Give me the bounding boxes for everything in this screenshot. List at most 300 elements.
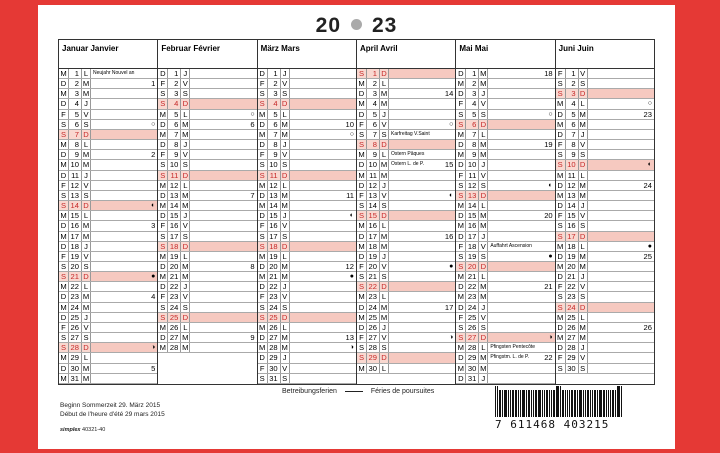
day-note[interactable] bbox=[91, 272, 157, 281]
day-note[interactable] bbox=[488, 232, 554, 241]
day-note[interactable] bbox=[290, 272, 356, 281]
weekday-letter: F bbox=[258, 221, 268, 230]
day-note[interactable] bbox=[488, 120, 554, 129]
weekday-letter: M bbox=[357, 79, 367, 88]
day-number: 5 bbox=[268, 110, 281, 119]
day-row bbox=[258, 150, 356, 160]
weekday-letter: F bbox=[158, 292, 168, 301]
day-abbrev: J bbox=[82, 171, 91, 180]
day-row bbox=[258, 201, 356, 211]
day-row bbox=[258, 232, 356, 242]
day-note[interactable] bbox=[588, 140, 654, 149]
day-note[interactable] bbox=[488, 323, 554, 332]
day-note[interactable] bbox=[389, 272, 455, 281]
weekday-letter: M bbox=[556, 171, 566, 180]
day-note[interactable] bbox=[488, 191, 554, 200]
weekday-letter: D bbox=[456, 303, 466, 312]
day-note[interactable] bbox=[588, 353, 654, 362]
day-note[interactable] bbox=[588, 160, 654, 169]
day-note[interactable] bbox=[91, 150, 157, 159]
day-note[interactable] bbox=[91, 343, 157, 352]
day-row bbox=[357, 79, 455, 89]
day-number: 11 bbox=[367, 171, 380, 180]
day-row bbox=[59, 374, 157, 384]
day-row bbox=[456, 69, 554, 79]
day-number: 30 bbox=[367, 364, 380, 373]
day-note[interactable] bbox=[588, 323, 654, 332]
day-note[interactable] bbox=[190, 211, 256, 220]
day-note[interactable] bbox=[588, 191, 654, 200]
day-note[interactable] bbox=[91, 252, 157, 261]
day-note[interactable] bbox=[290, 120, 356, 129]
day-note[interactable] bbox=[91, 374, 157, 383]
day-note[interactable] bbox=[290, 130, 356, 139]
day-note[interactable] bbox=[290, 323, 356, 332]
day-abbrev: L bbox=[82, 211, 91, 220]
day-note[interactable] bbox=[389, 201, 455, 210]
day-note[interactable] bbox=[488, 99, 554, 108]
day-note[interactable] bbox=[91, 171, 157, 180]
day-note[interactable] bbox=[389, 364, 455, 373]
day-note[interactable] bbox=[389, 171, 455, 180]
day-note[interactable] bbox=[190, 323, 256, 332]
day-note[interactable] bbox=[588, 221, 654, 230]
day-note[interactable] bbox=[290, 181, 356, 190]
weekday-letter: M bbox=[456, 364, 466, 373]
day-note[interactable] bbox=[588, 272, 654, 281]
barcode-bar bbox=[526, 390, 527, 417]
day-note[interactable] bbox=[389, 140, 455, 149]
day-number: 12 bbox=[367, 181, 380, 190]
day-note[interactable] bbox=[389, 353, 455, 362]
day-note[interactable] bbox=[190, 292, 256, 301]
weekday-letter: S bbox=[158, 242, 168, 251]
weekday-letter: D bbox=[59, 79, 69, 88]
day-note[interactable] bbox=[190, 272, 256, 281]
day-note[interactable] bbox=[91, 232, 157, 241]
day-number: 12 bbox=[69, 181, 82, 190]
day-note[interactable] bbox=[290, 160, 356, 169]
day-note[interactable] bbox=[91, 89, 157, 98]
day-note[interactable] bbox=[488, 181, 554, 190]
day-abbrev: D bbox=[579, 89, 588, 98]
day-note[interactable]: Pfingstm. L. de P. 22 bbox=[490, 353, 553, 363]
caption-right: Féries de poursuites bbox=[370, 388, 435, 395]
day-number: 7 bbox=[566, 130, 579, 139]
day-abbrev: M bbox=[82, 373, 90, 383]
day-note[interactable] bbox=[389, 191, 455, 200]
day-note[interactable] bbox=[190, 242, 256, 251]
day-abbrev: S bbox=[281, 89, 290, 98]
day-note[interactable] bbox=[290, 150, 356, 159]
week-number: 14 bbox=[444, 89, 454, 99]
day-number: 22 bbox=[466, 282, 479, 291]
day-note[interactable] bbox=[290, 140, 356, 149]
day-number: 15 bbox=[168, 211, 181, 220]
weekday-letter: M bbox=[456, 150, 466, 159]
day-note[interactable] bbox=[190, 89, 256, 98]
day-note[interactable] bbox=[91, 99, 157, 108]
day-note[interactable] bbox=[488, 262, 554, 271]
day-note[interactable] bbox=[290, 242, 356, 251]
day-number: 6 bbox=[566, 120, 579, 129]
day-row bbox=[258, 221, 356, 231]
day-row bbox=[556, 110, 654, 120]
day-note[interactable] bbox=[190, 160, 256, 169]
day-note[interactable] bbox=[190, 120, 256, 129]
day-note[interactable] bbox=[91, 160, 157, 169]
day-note[interactable]: Auffahrt Ascension bbox=[490, 242, 532, 249]
day-note[interactable] bbox=[488, 79, 554, 88]
day-note[interactable] bbox=[190, 333, 256, 342]
caption-left: Betreibungsferien bbox=[282, 388, 337, 395]
day-note[interactable] bbox=[290, 262, 356, 271]
day-note[interactable] bbox=[290, 79, 356, 88]
day-note[interactable] bbox=[588, 201, 654, 210]
day-note[interactable] bbox=[488, 160, 554, 169]
day-note[interactable] bbox=[190, 140, 256, 149]
day-note[interactable] bbox=[91, 79, 157, 88]
day-note[interactable] bbox=[389, 79, 455, 88]
weekday-letter: D bbox=[556, 110, 566, 119]
day-note[interactable] bbox=[588, 242, 654, 251]
day-note[interactable] bbox=[588, 69, 654, 78]
day-note[interactable] bbox=[290, 313, 356, 322]
day-note[interactable] bbox=[91, 191, 157, 200]
day-number: 6 bbox=[367, 120, 380, 129]
day-note[interactable] bbox=[588, 303, 654, 312]
day-abbrev: V bbox=[479, 171, 488, 180]
day-note[interactable] bbox=[488, 110, 554, 119]
day-note[interactable] bbox=[588, 211, 654, 220]
day-number: 28 bbox=[268, 343, 281, 352]
day-abbrev: M bbox=[579, 119, 586, 129]
day-row bbox=[258, 211, 356, 221]
day-note[interactable] bbox=[588, 99, 654, 108]
day-note[interactable] bbox=[488, 201, 554, 210]
day-note[interactable] bbox=[389, 282, 455, 291]
month-title: März Mars bbox=[258, 40, 356, 69]
day-note[interactable] bbox=[190, 69, 256, 78]
day-note[interactable] bbox=[389, 99, 455, 108]
day-number: 7 bbox=[367, 130, 380, 139]
day-note[interactable] bbox=[389, 211, 455, 220]
day-note[interactable] bbox=[488, 292, 554, 301]
day-note[interactable] bbox=[389, 89, 455, 98]
day-note[interactable] bbox=[588, 343, 654, 352]
day-note[interactable] bbox=[588, 171, 654, 180]
day-abbrev: J bbox=[82, 99, 91, 108]
day-note[interactable] bbox=[91, 110, 157, 119]
day-note[interactable]: Pfingsten Pentecôte bbox=[490, 344, 536, 351]
day-note[interactable] bbox=[588, 79, 654, 88]
day-note[interactable] bbox=[588, 110, 654, 119]
day-row bbox=[258, 252, 356, 262]
day-note[interactable] bbox=[190, 110, 256, 119]
day-abbrev: L bbox=[380, 292, 389, 301]
day-note[interactable] bbox=[91, 242, 157, 251]
day-note[interactable] bbox=[389, 252, 455, 261]
day-note[interactable] bbox=[488, 140, 554, 149]
day-row bbox=[258, 89, 356, 99]
day-number: 6 bbox=[168, 120, 181, 129]
day-note[interactable] bbox=[290, 303, 356, 312]
weekday-letter: S bbox=[556, 232, 566, 241]
day-number: 16 bbox=[268, 221, 281, 230]
day-note[interactable] bbox=[389, 333, 455, 342]
day-number: 9 bbox=[466, 150, 479, 159]
day-row bbox=[258, 110, 356, 120]
day-row bbox=[556, 69, 654, 79]
day-abbrev: D bbox=[181, 313, 190, 322]
weekday-letter: S bbox=[556, 150, 566, 159]
day-note[interactable]: Neujahr Nouvel an bbox=[93, 70, 135, 76]
day-note[interactable] bbox=[190, 343, 256, 352]
day-note[interactable] bbox=[290, 364, 356, 373]
day-note[interactable] bbox=[488, 333, 554, 342]
day-note[interactable] bbox=[588, 313, 654, 322]
day-note[interactable] bbox=[588, 120, 654, 129]
day-note[interactable] bbox=[91, 353, 157, 362]
day-row bbox=[158, 171, 256, 181]
day-note[interactable] bbox=[290, 221, 356, 230]
day-note[interactable] bbox=[190, 150, 256, 159]
day-row bbox=[456, 333, 554, 343]
day-row bbox=[456, 292, 554, 302]
day-note[interactable] bbox=[290, 89, 356, 98]
day-note[interactable] bbox=[91, 282, 157, 291]
day-note[interactable] bbox=[488, 282, 554, 291]
day-note[interactable] bbox=[588, 181, 654, 190]
day-number: 14 bbox=[566, 201, 579, 210]
day-note[interactable] bbox=[488, 364, 554, 373]
day-abbrev: M bbox=[480, 353, 487, 363]
day-note[interactable] bbox=[389, 120, 455, 129]
weekday-letter: S bbox=[59, 262, 69, 271]
day-number: 12 bbox=[168, 181, 181, 190]
day-note[interactable] bbox=[389, 69, 455, 78]
day-note[interactable] bbox=[290, 232, 356, 241]
day-note[interactable] bbox=[190, 232, 256, 241]
day-note[interactable] bbox=[190, 181, 256, 190]
day-number: 18 bbox=[168, 242, 181, 251]
weekday-letter: S bbox=[59, 333, 69, 342]
day-abbrev: V bbox=[479, 242, 488, 251]
day-note[interactable] bbox=[290, 353, 356, 362]
day-number: 19 bbox=[168, 252, 181, 261]
day-note[interactable] bbox=[91, 303, 157, 312]
day-note[interactable] bbox=[290, 191, 356, 200]
day-note[interactable] bbox=[588, 150, 654, 159]
barcode-bar bbox=[617, 386, 620, 417]
day-note[interactable] bbox=[588, 232, 654, 241]
day-note[interactable] bbox=[588, 262, 654, 271]
day-note[interactable] bbox=[488, 89, 554, 98]
day-row bbox=[357, 323, 455, 333]
day-note[interactable] bbox=[190, 262, 256, 271]
day-note[interactable] bbox=[588, 282, 654, 291]
weekday-letter: S bbox=[59, 201, 69, 210]
day-note[interactable] bbox=[91, 201, 157, 210]
day-number: 3 bbox=[268, 89, 281, 98]
day-note[interactable] bbox=[91, 313, 157, 322]
day-note[interactable] bbox=[290, 292, 356, 301]
day-note[interactable] bbox=[588, 364, 654, 373]
day-abbrev: M bbox=[480, 363, 487, 373]
day-note[interactable] bbox=[190, 191, 256, 200]
day-note[interactable] bbox=[91, 130, 157, 139]
day-note[interactable] bbox=[290, 171, 356, 180]
weekday-letter: S bbox=[456, 120, 466, 129]
day-note[interactable] bbox=[488, 313, 554, 322]
day-note[interactable] bbox=[190, 252, 256, 261]
day-note[interactable] bbox=[190, 171, 256, 180]
day-note[interactable]: Ostern Pâques bbox=[390, 151, 425, 158]
day-note[interactable] bbox=[389, 262, 455, 271]
day-row bbox=[158, 232, 256, 242]
day-note[interactable] bbox=[290, 211, 356, 220]
day-abbrev: M bbox=[281, 201, 288, 211]
day-note[interactable] bbox=[488, 69, 554, 78]
day-note[interactable] bbox=[290, 110, 356, 119]
day-note[interactable] bbox=[290, 69, 356, 78]
day-note[interactable] bbox=[91, 221, 157, 230]
day-abbrev: D bbox=[82, 272, 91, 281]
day-abbrev: M bbox=[579, 251, 586, 261]
weekday-letter: M bbox=[456, 343, 466, 352]
day-abbrev: L bbox=[579, 99, 588, 108]
barcode-bar bbox=[549, 390, 550, 417]
weekday-letter: M bbox=[158, 323, 168, 332]
day-note[interactable] bbox=[91, 181, 157, 190]
day-note[interactable] bbox=[190, 99, 256, 108]
day-abbrev: M bbox=[579, 322, 586, 332]
day-abbrev: L bbox=[479, 201, 488, 210]
day-note[interactable] bbox=[588, 130, 654, 139]
day-note[interactable] bbox=[389, 303, 455, 312]
day-abbrev: M bbox=[82, 79, 90, 89]
day-number: 6 bbox=[69, 120, 82, 129]
day-note[interactable] bbox=[290, 201, 356, 210]
day-note[interactable] bbox=[190, 303, 256, 312]
day-note[interactable] bbox=[488, 150, 554, 159]
day-row bbox=[456, 374, 554, 384]
weekday-letter: M bbox=[357, 150, 367, 159]
day-note[interactable] bbox=[389, 323, 455, 332]
day-row bbox=[556, 232, 654, 242]
day-note[interactable] bbox=[389, 343, 455, 352]
barcode-bar bbox=[594, 390, 596, 417]
day-row bbox=[59, 211, 157, 221]
weekday-letter: D bbox=[59, 313, 69, 322]
day-note[interactable] bbox=[91, 323, 157, 332]
day-note[interactable] bbox=[190, 201, 256, 210]
day-row bbox=[556, 303, 654, 313]
day-row bbox=[556, 181, 654, 191]
moon-phase-icon: ◐ bbox=[151, 202, 156, 210]
day-note[interactable] bbox=[389, 221, 455, 230]
day-note[interactable] bbox=[389, 232, 455, 241]
month-title: Mai Mai bbox=[456, 40, 554, 69]
day-abbrev: M bbox=[579, 109, 586, 119]
day-row bbox=[556, 130, 654, 140]
day-abbrev: D bbox=[82, 343, 91, 352]
day-note[interactable] bbox=[290, 282, 356, 291]
weekday-letter: M bbox=[357, 171, 367, 180]
day-note[interactable] bbox=[488, 374, 554, 383]
day-note[interactable] bbox=[290, 374, 356, 383]
day-note[interactable] bbox=[190, 282, 256, 291]
day-note[interactable]: Karfreitag V.Saint bbox=[390, 130, 430, 137]
day-note[interactable] bbox=[290, 99, 356, 108]
day-note[interactable] bbox=[488, 272, 554, 281]
weekday-letter: D bbox=[258, 262, 268, 271]
day-note[interactable] bbox=[190, 313, 256, 322]
weekday-letter: M bbox=[357, 364, 367, 373]
day-note[interactable] bbox=[389, 242, 455, 251]
day-number: 3 bbox=[69, 89, 82, 98]
weekday-letter: D bbox=[258, 191, 268, 200]
day-number: 26 bbox=[168, 323, 181, 332]
day-note[interactable] bbox=[389, 110, 455, 119]
weekday-letter: S bbox=[158, 99, 168, 108]
day-abbrev: L bbox=[181, 181, 190, 190]
day-abbrev: J bbox=[579, 343, 588, 352]
day-note[interactable] bbox=[488, 252, 554, 261]
day-note[interactable] bbox=[91, 292, 157, 301]
day-row bbox=[556, 313, 654, 323]
day-note[interactable] bbox=[91, 262, 157, 271]
day-abbrev: S bbox=[82, 262, 91, 271]
day-abbrev: J bbox=[380, 181, 389, 190]
day-abbrev: M bbox=[281, 272, 288, 282]
day-note[interactable] bbox=[588, 252, 654, 261]
day-note[interactable] bbox=[290, 343, 356, 352]
day-note[interactable] bbox=[91, 333, 157, 342]
day-row bbox=[258, 282, 356, 292]
day-note[interactable] bbox=[588, 292, 654, 301]
day-note[interactable] bbox=[190, 130, 256, 139]
day-note[interactable] bbox=[488, 221, 554, 230]
day-number: 25 bbox=[566, 313, 579, 322]
day-note[interactable] bbox=[91, 120, 157, 129]
day-note[interactable] bbox=[488, 303, 554, 312]
day-note[interactable] bbox=[190, 79, 256, 88]
day-note[interactable] bbox=[488, 130, 554, 139]
day-row bbox=[258, 262, 356, 272]
day-note[interactable] bbox=[588, 89, 654, 98]
day-note[interactable] bbox=[190, 221, 256, 230]
day-abbrev: M bbox=[182, 343, 189, 353]
day-row bbox=[59, 181, 157, 191]
day-row bbox=[556, 242, 654, 252]
day-note[interactable] bbox=[389, 292, 455, 301]
day-note[interactable] bbox=[389, 313, 455, 322]
day-note[interactable]: Ostern L. de P. 15 bbox=[390, 160, 454, 170]
day-note[interactable] bbox=[91, 211, 157, 220]
day-note[interactable] bbox=[389, 181, 455, 190]
day-note[interactable] bbox=[91, 140, 157, 149]
day-abbrev: M bbox=[182, 190, 189, 200]
day-row bbox=[556, 323, 654, 333]
barcode-bar bbox=[538, 390, 541, 417]
day-note[interactable] bbox=[588, 333, 654, 342]
day-note[interactable] bbox=[91, 364, 157, 373]
day-note[interactable] bbox=[488, 211, 554, 220]
day-note[interactable] bbox=[290, 252, 356, 261]
day-note[interactable] bbox=[488, 171, 554, 180]
day-note[interactable] bbox=[290, 333, 356, 342]
